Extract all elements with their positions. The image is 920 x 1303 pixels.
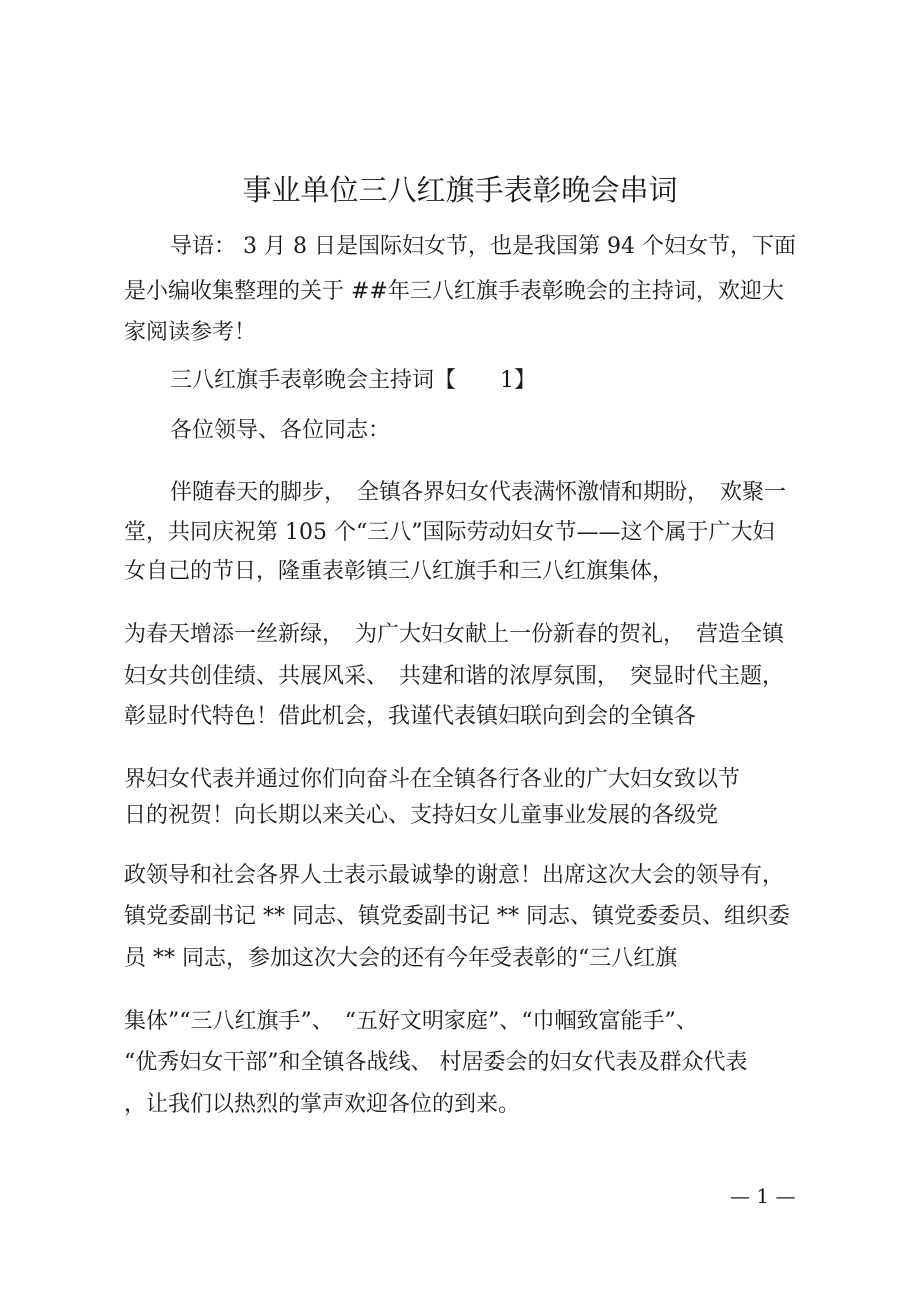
text-line: 集体”“三八红旗手”、 “五好文明家庭”、“巾帼致富能手”、 bbox=[124, 1009, 698, 1034]
text-line: 政领导和社会各界人士表示最诚挚的谢意！出席这次大会的领导有， bbox=[124, 863, 785, 888]
text-line: 妇女共创佳绩、共展风采、 共建和谐的浓厚氛围， 突显时代主题， bbox=[124, 664, 785, 689]
text-line: ，让我们以热烈的掌声欢迎各位的到来。 bbox=[124, 1092, 521, 1117]
section-heading: 三八红旗手表彰晚会主持词【 1】 bbox=[170, 368, 536, 393]
text-line: 导语： 3 月 8 日是国际妇女节，也是我国第 94 个妇女节，下面 bbox=[170, 234, 796, 259]
page-title: 事业单位三八红旗手表彰晚会串词 bbox=[242, 173, 678, 207]
text-line: 镇党委副书记 ** 同志、镇党委副书记 ** 同志、镇党委委员、组织委 bbox=[124, 904, 790, 929]
text-line: 堂，共同庆祝第 105 个“三八”国际劳动妇女节——这个属于广大妇 bbox=[124, 520, 775, 545]
text-line: 界妇女代表并通过你们向奋斗在全镇各行各业的广大妇女致以节 bbox=[124, 767, 741, 792]
text-line: 女自己的节日，隆重表彰镇三八红旗手和三八红旗集体， bbox=[124, 559, 675, 584]
text-line: 家阅读参考！ bbox=[124, 320, 257, 345]
page-number: — 1 — bbox=[730, 1184, 796, 1208]
text-line: 是小编收集整理的关于 ##年三八红旗手表彰晚会的主持词，欢迎大 bbox=[124, 279, 784, 304]
text-line: “优秀妇女干部”和全镇各战线、 村居委会的妇女代表及群众代表 bbox=[124, 1050, 748, 1075]
text-line: 彰显时代特色！借此机会，我谨代表镇妇联向到会的全镇各 bbox=[124, 704, 697, 729]
text-line: 伴随春天的脚步， 全镇各界妇女代表满怀激情和期盼， 欢聚一 bbox=[170, 480, 787, 505]
text-line: 日的祝贺！向长期以来关心、支持妇女儿童事业发展的各级党 bbox=[124, 803, 719, 828]
text-line: 为春天增添一丝新绿， 为广大妇女献上一份新春的贺礼， 营造全镇 bbox=[124, 622, 785, 647]
text-line: 各位领导、各位同志： bbox=[170, 418, 391, 443]
text-line: 员 ** 同志，参加这次大会的还有今年受表彰的“三八红旗 bbox=[124, 946, 678, 971]
